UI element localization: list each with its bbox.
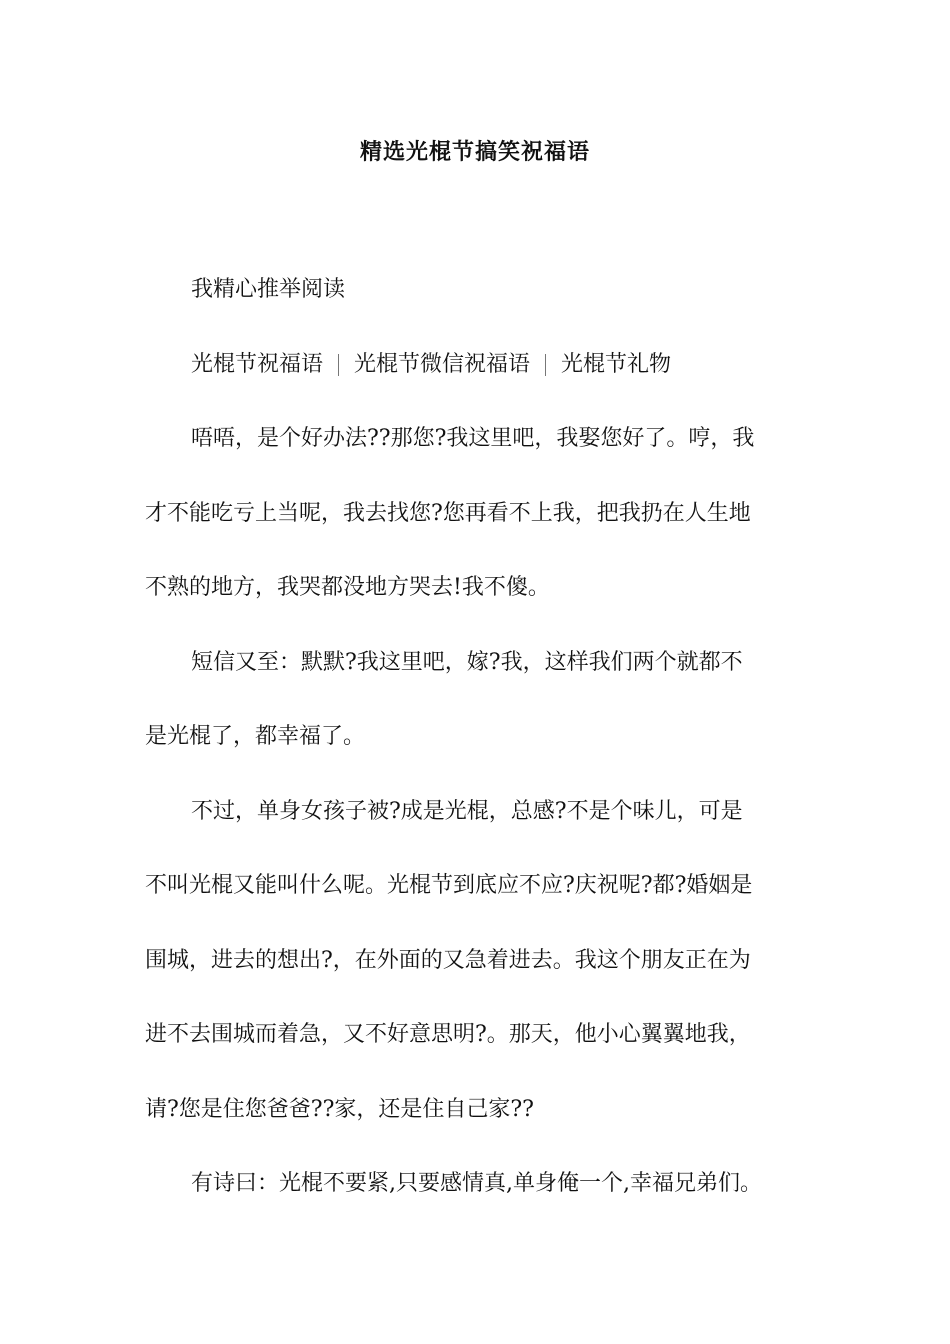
paragraph-2 [145,626,825,775]
paragraph-3 [145,775,825,1148]
paragraph-4 [145,1147,825,1222]
paragraph-line: 有诗曰：光棍不要紧,只要感情真,单身俺一个,幸福兄弟们。 [191,1171,762,1196]
paragraph-line: 才不能吃亏上当呢，我去找您?您再看不上我，把我扔在人生地 [145,500,751,526]
link-separator [338,354,339,376]
related-links-bar [145,328,825,403]
paragraph-line: 不熟的地方，我哭都没地方哭去!我不傻。 [145,575,550,600]
paragraph-line: 不过，单身女孩子被?成是光棍，总感?不是个味儿，可是 [191,798,743,824]
document-body [145,253,825,1222]
page-title: 精选光棍节搞笑祝福语 [359,139,590,165]
paragraph-1 [145,402,825,626]
paragraph-line: 唔唔，是个好办法??那您?我这里吧，我娶您好了。哼，我 [191,426,755,451]
paragraph-line: 请?您是住您爸爸??家，还是住自己家?? [145,1096,534,1122]
link-guanggunjie-zhufuyu[interactable]: 光棍节祝福语 [191,351,324,377]
paragraph-line: 进不去围城而着急，又不好意思明?。那天，他小心翼翼地我， [145,1022,751,1047]
intro-text: 我精心推举阅读 [191,277,346,302]
paragraph-line: 不叫光棍又能叫什么呢。光棍节到底应不应?庆祝呢?都?婚姻是 [145,873,753,898]
paragraph-line: 是光棍了，都幸福了。 [145,724,366,749]
paragraph-line: 围城，进去的想出?，在外面的又急着进去。我这个朋友正在为 [145,947,751,973]
link-guanggunjie-weixin-zhufuyu[interactable]: 光棍节微信祝福语 [354,351,531,377]
link-separator [545,354,546,376]
paragraph-line: 短信又至：默默?我这里吧，嫁?我，这样我们两个就都不 [191,649,743,675]
link-guanggunjie-liwu[interactable]: 光棍节礼物 [561,351,672,377]
